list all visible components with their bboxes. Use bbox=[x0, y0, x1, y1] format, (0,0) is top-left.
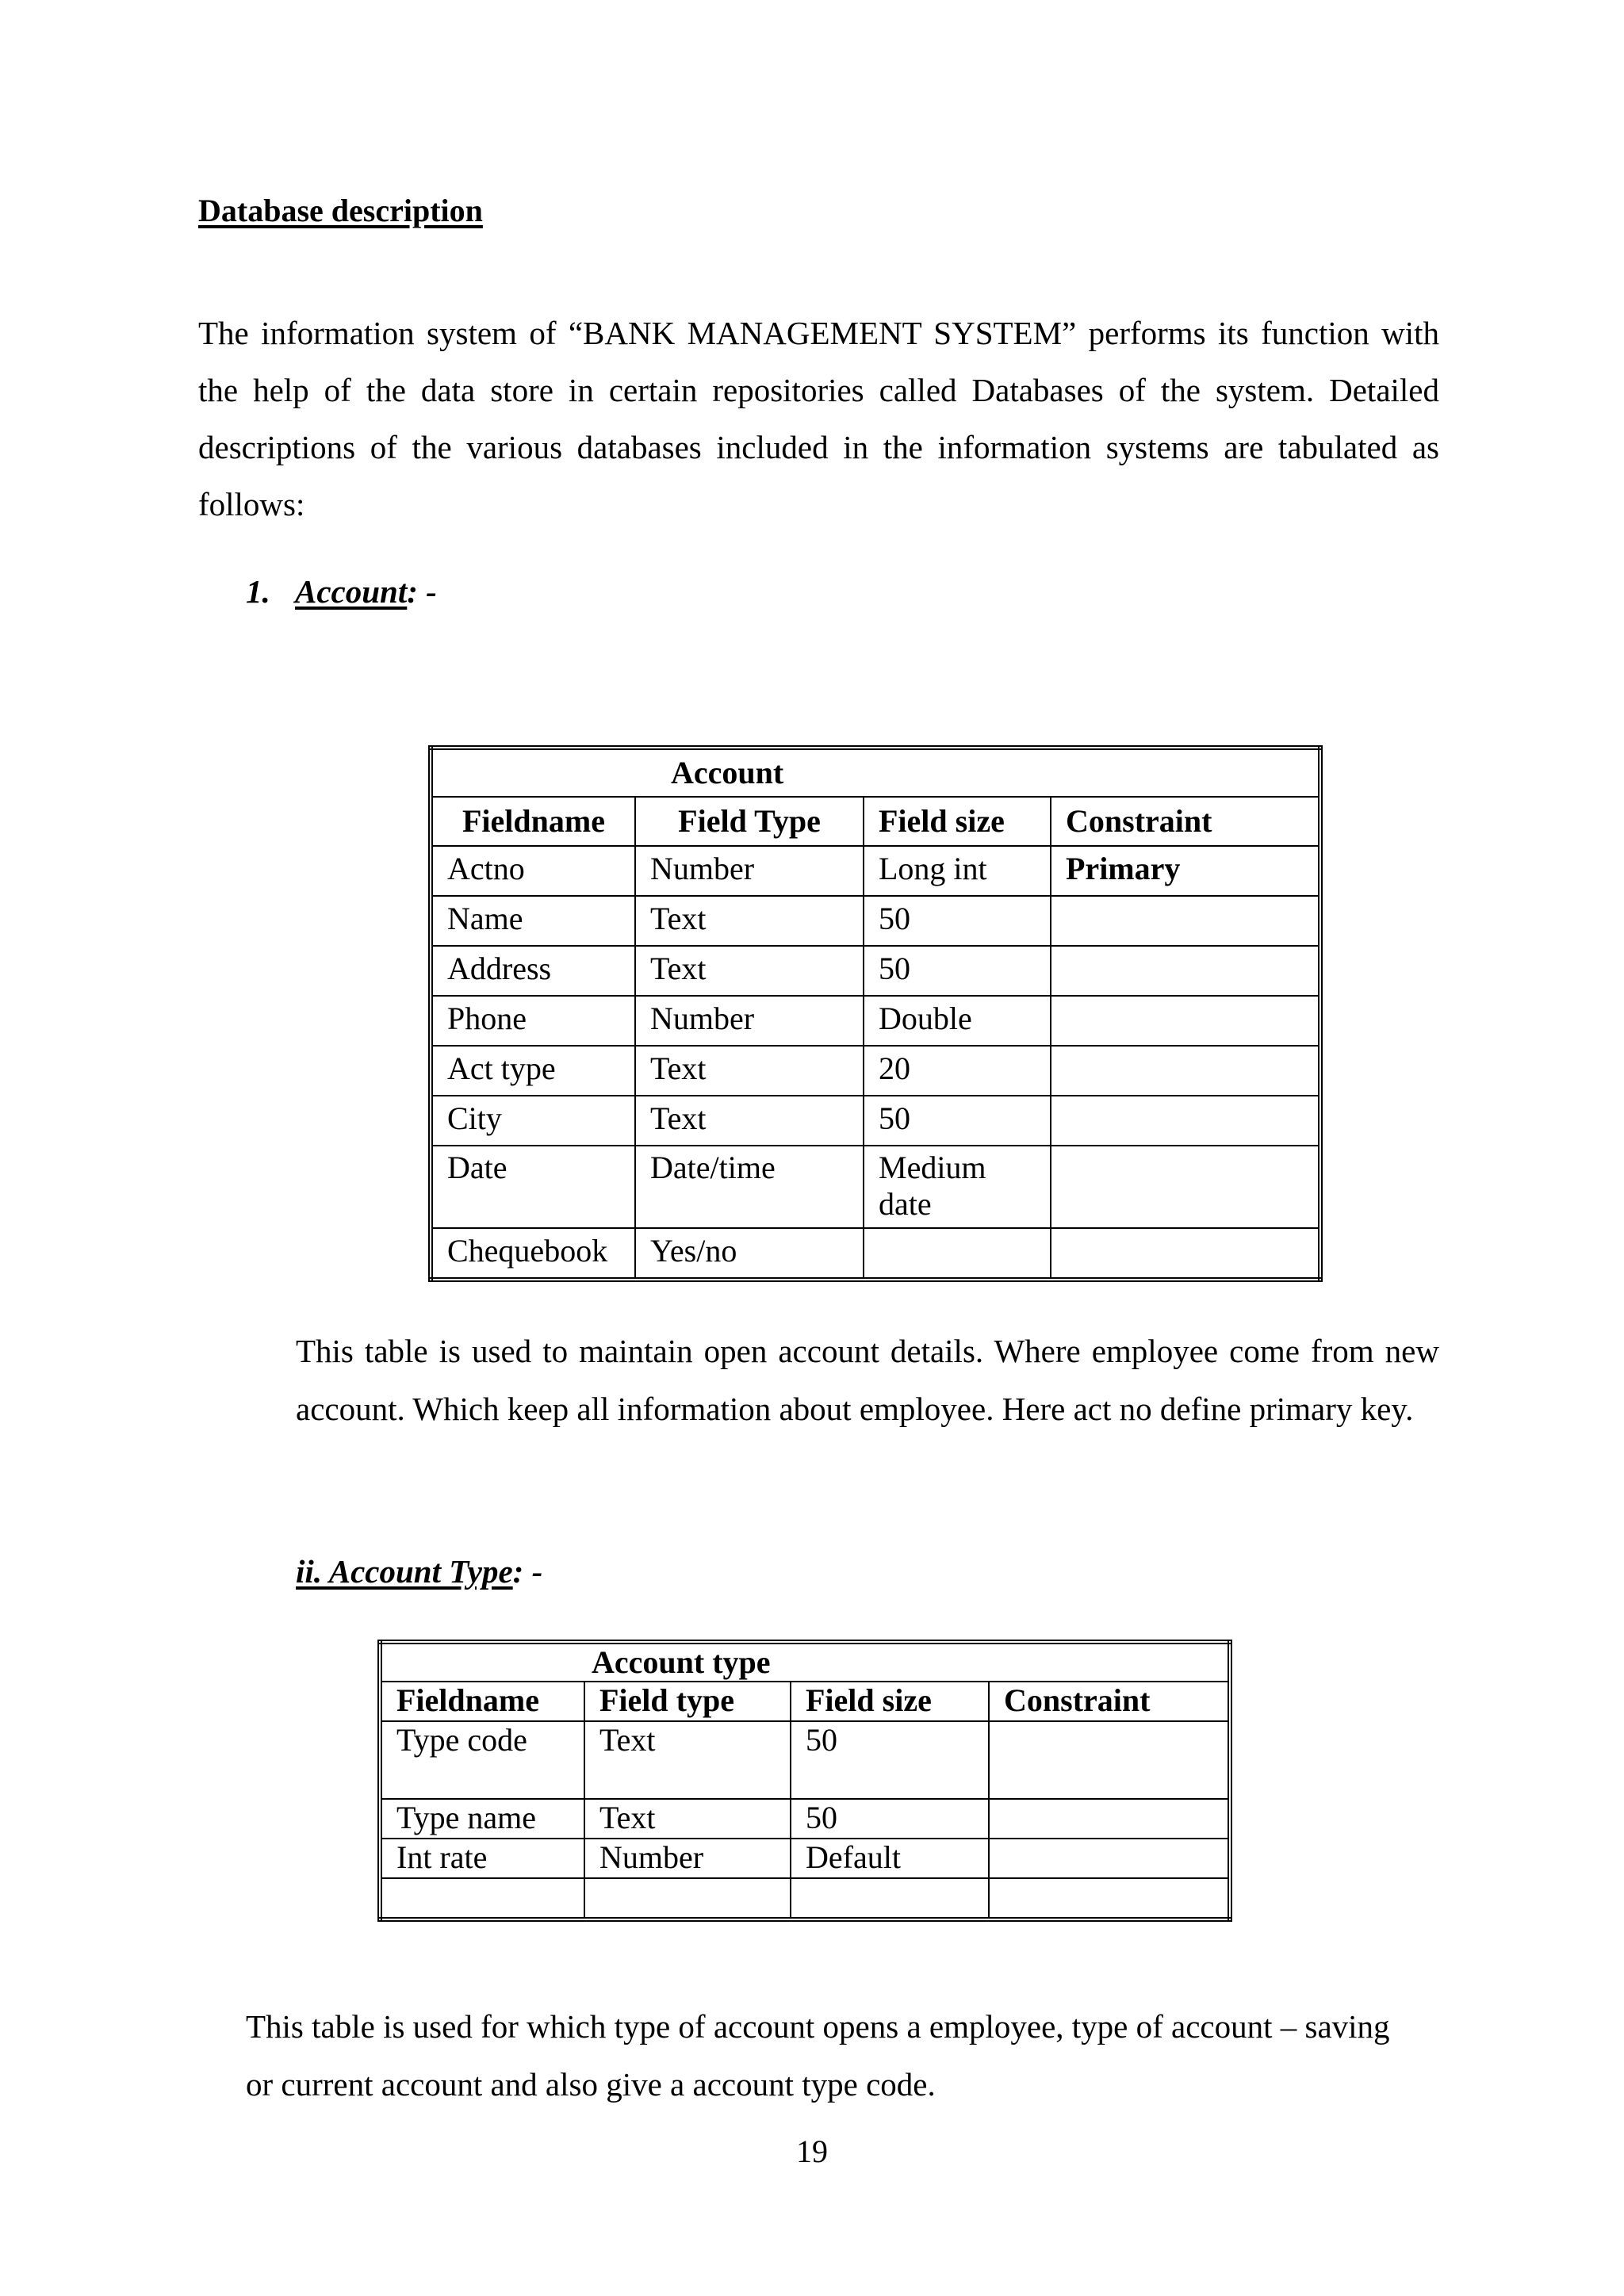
table-cell: Date bbox=[431, 1146, 635, 1228]
section-1-label: Account bbox=[295, 573, 408, 610]
table-cell: Text bbox=[584, 1721, 791, 1799]
table-cell: Text bbox=[635, 1046, 864, 1096]
table-row bbox=[431, 946, 1320, 996]
table-cell: Phone bbox=[431, 996, 635, 1046]
table-cell bbox=[1051, 1046, 1320, 1096]
table-cell: 50 bbox=[864, 1096, 1051, 1146]
intro-paragraph: The information system of “BANK MANAGEMENT SYSTEM” performs its function with the help of the data store in certain repositories called Databases of the system. Detailed descriptions of the various databases included in the information systems are tabulated as follows: bbox=[198, 315, 1439, 522]
section-1-suffix: : - bbox=[407, 573, 437, 610]
page-number: 19 bbox=[796, 2133, 828, 2169]
column-header: Fieldname bbox=[431, 797, 635, 846]
table-cell: Text bbox=[635, 946, 864, 996]
table-cell bbox=[989, 1839, 1230, 1878]
table-cell: Type name bbox=[380, 1799, 584, 1839]
table-cell: Date/time bbox=[635, 1146, 864, 1228]
table-cell: Medium date bbox=[864, 1146, 1051, 1228]
table-cell: Number bbox=[584, 1839, 791, 1878]
table-caption: Account bbox=[431, 748, 1320, 797]
table-row bbox=[380, 1839, 1230, 1878]
table-cell: Int rate bbox=[380, 1839, 584, 1878]
table-row bbox=[380, 1878, 1230, 1919]
table-cell: Actno bbox=[431, 846, 635, 896]
table-cell bbox=[864, 1228, 1051, 1280]
table-row bbox=[431, 896, 1320, 946]
table-cell: Address bbox=[431, 946, 635, 996]
table-cell: Text bbox=[635, 1096, 864, 1146]
table-cell: 50 bbox=[791, 1721, 989, 1799]
table-caption: Account type bbox=[380, 1642, 1230, 1682]
table-cell bbox=[1051, 1146, 1320, 1228]
table-row bbox=[431, 1228, 1320, 1280]
column-header: Field type bbox=[584, 1682, 791, 1721]
table-cell bbox=[989, 1721, 1230, 1799]
column-header: Constraint bbox=[1051, 797, 1320, 846]
table-row bbox=[431, 846, 1320, 896]
table-row bbox=[380, 1721, 1230, 1799]
table-cell: Text bbox=[584, 1799, 791, 1839]
table-row bbox=[431, 1046, 1320, 1096]
table-cell bbox=[1051, 996, 1320, 1046]
table-cell bbox=[1051, 896, 1320, 946]
column-header: Constraint bbox=[989, 1682, 1230, 1721]
table-cell: 20 bbox=[864, 1046, 1051, 1096]
table-cell bbox=[989, 1799, 1230, 1839]
table-cell: 50 bbox=[791, 1799, 989, 1839]
column-header: Field size bbox=[864, 797, 1051, 846]
table-cell: Number bbox=[635, 996, 864, 1046]
account-table bbox=[428, 745, 1323, 1282]
table-cell: Act type bbox=[431, 1046, 635, 1096]
section-2-title bbox=[296, 1552, 542, 1590]
table-cell bbox=[989, 1878, 1230, 1919]
account-table-description: This table is used to maintain open account details. Where employee come from new account. Which keep all information about employee. Here act no define primary key. bbox=[296, 1333, 1439, 1427]
table-cell: Name bbox=[431, 896, 635, 946]
table-row bbox=[380, 1799, 1230, 1839]
section-2-suffix: : - bbox=[512, 1553, 543, 1590]
table-cell: Primary bbox=[1051, 846, 1320, 896]
table-cell: 50 bbox=[864, 896, 1051, 946]
table-cell: Double bbox=[864, 996, 1051, 1046]
table-cell bbox=[584, 1878, 791, 1919]
table-cell: Type code bbox=[380, 1721, 584, 1799]
column-header: Field Type bbox=[635, 797, 864, 846]
table-cell: 50 bbox=[864, 946, 1051, 996]
page-heading: Database description bbox=[198, 193, 483, 228]
table-cell bbox=[380, 1878, 584, 1919]
table-cell: Long int bbox=[864, 846, 1051, 896]
table-cell: City bbox=[431, 1096, 635, 1146]
table-row bbox=[431, 1096, 1320, 1146]
table-cell: Number bbox=[635, 846, 864, 896]
section-1-number: 1. bbox=[246, 573, 270, 610]
section-1-title bbox=[246, 572, 437, 610]
table-cell bbox=[1051, 1228, 1320, 1280]
table-cell bbox=[1051, 946, 1320, 996]
table-cell: Default bbox=[791, 1839, 989, 1878]
table-row bbox=[431, 1146, 1320, 1228]
table-cell: Chequebook bbox=[431, 1228, 635, 1280]
account-type-table bbox=[377, 1640, 1232, 1922]
column-header: Field size bbox=[791, 1682, 989, 1721]
account-type-description: This table is used for which type of account opens a employee, type of account – saving or current account and also give a account type code. bbox=[246, 2008, 1390, 2103]
table-cell: Text bbox=[635, 896, 864, 946]
table-row bbox=[431, 996, 1320, 1046]
column-header: Fieldname bbox=[380, 1682, 584, 1721]
table-cell bbox=[791, 1878, 989, 1919]
table-cell: Yes/no bbox=[635, 1228, 864, 1280]
table-cell bbox=[1051, 1096, 1320, 1146]
section-2-label: ii. Account Type bbox=[296, 1553, 513, 1590]
